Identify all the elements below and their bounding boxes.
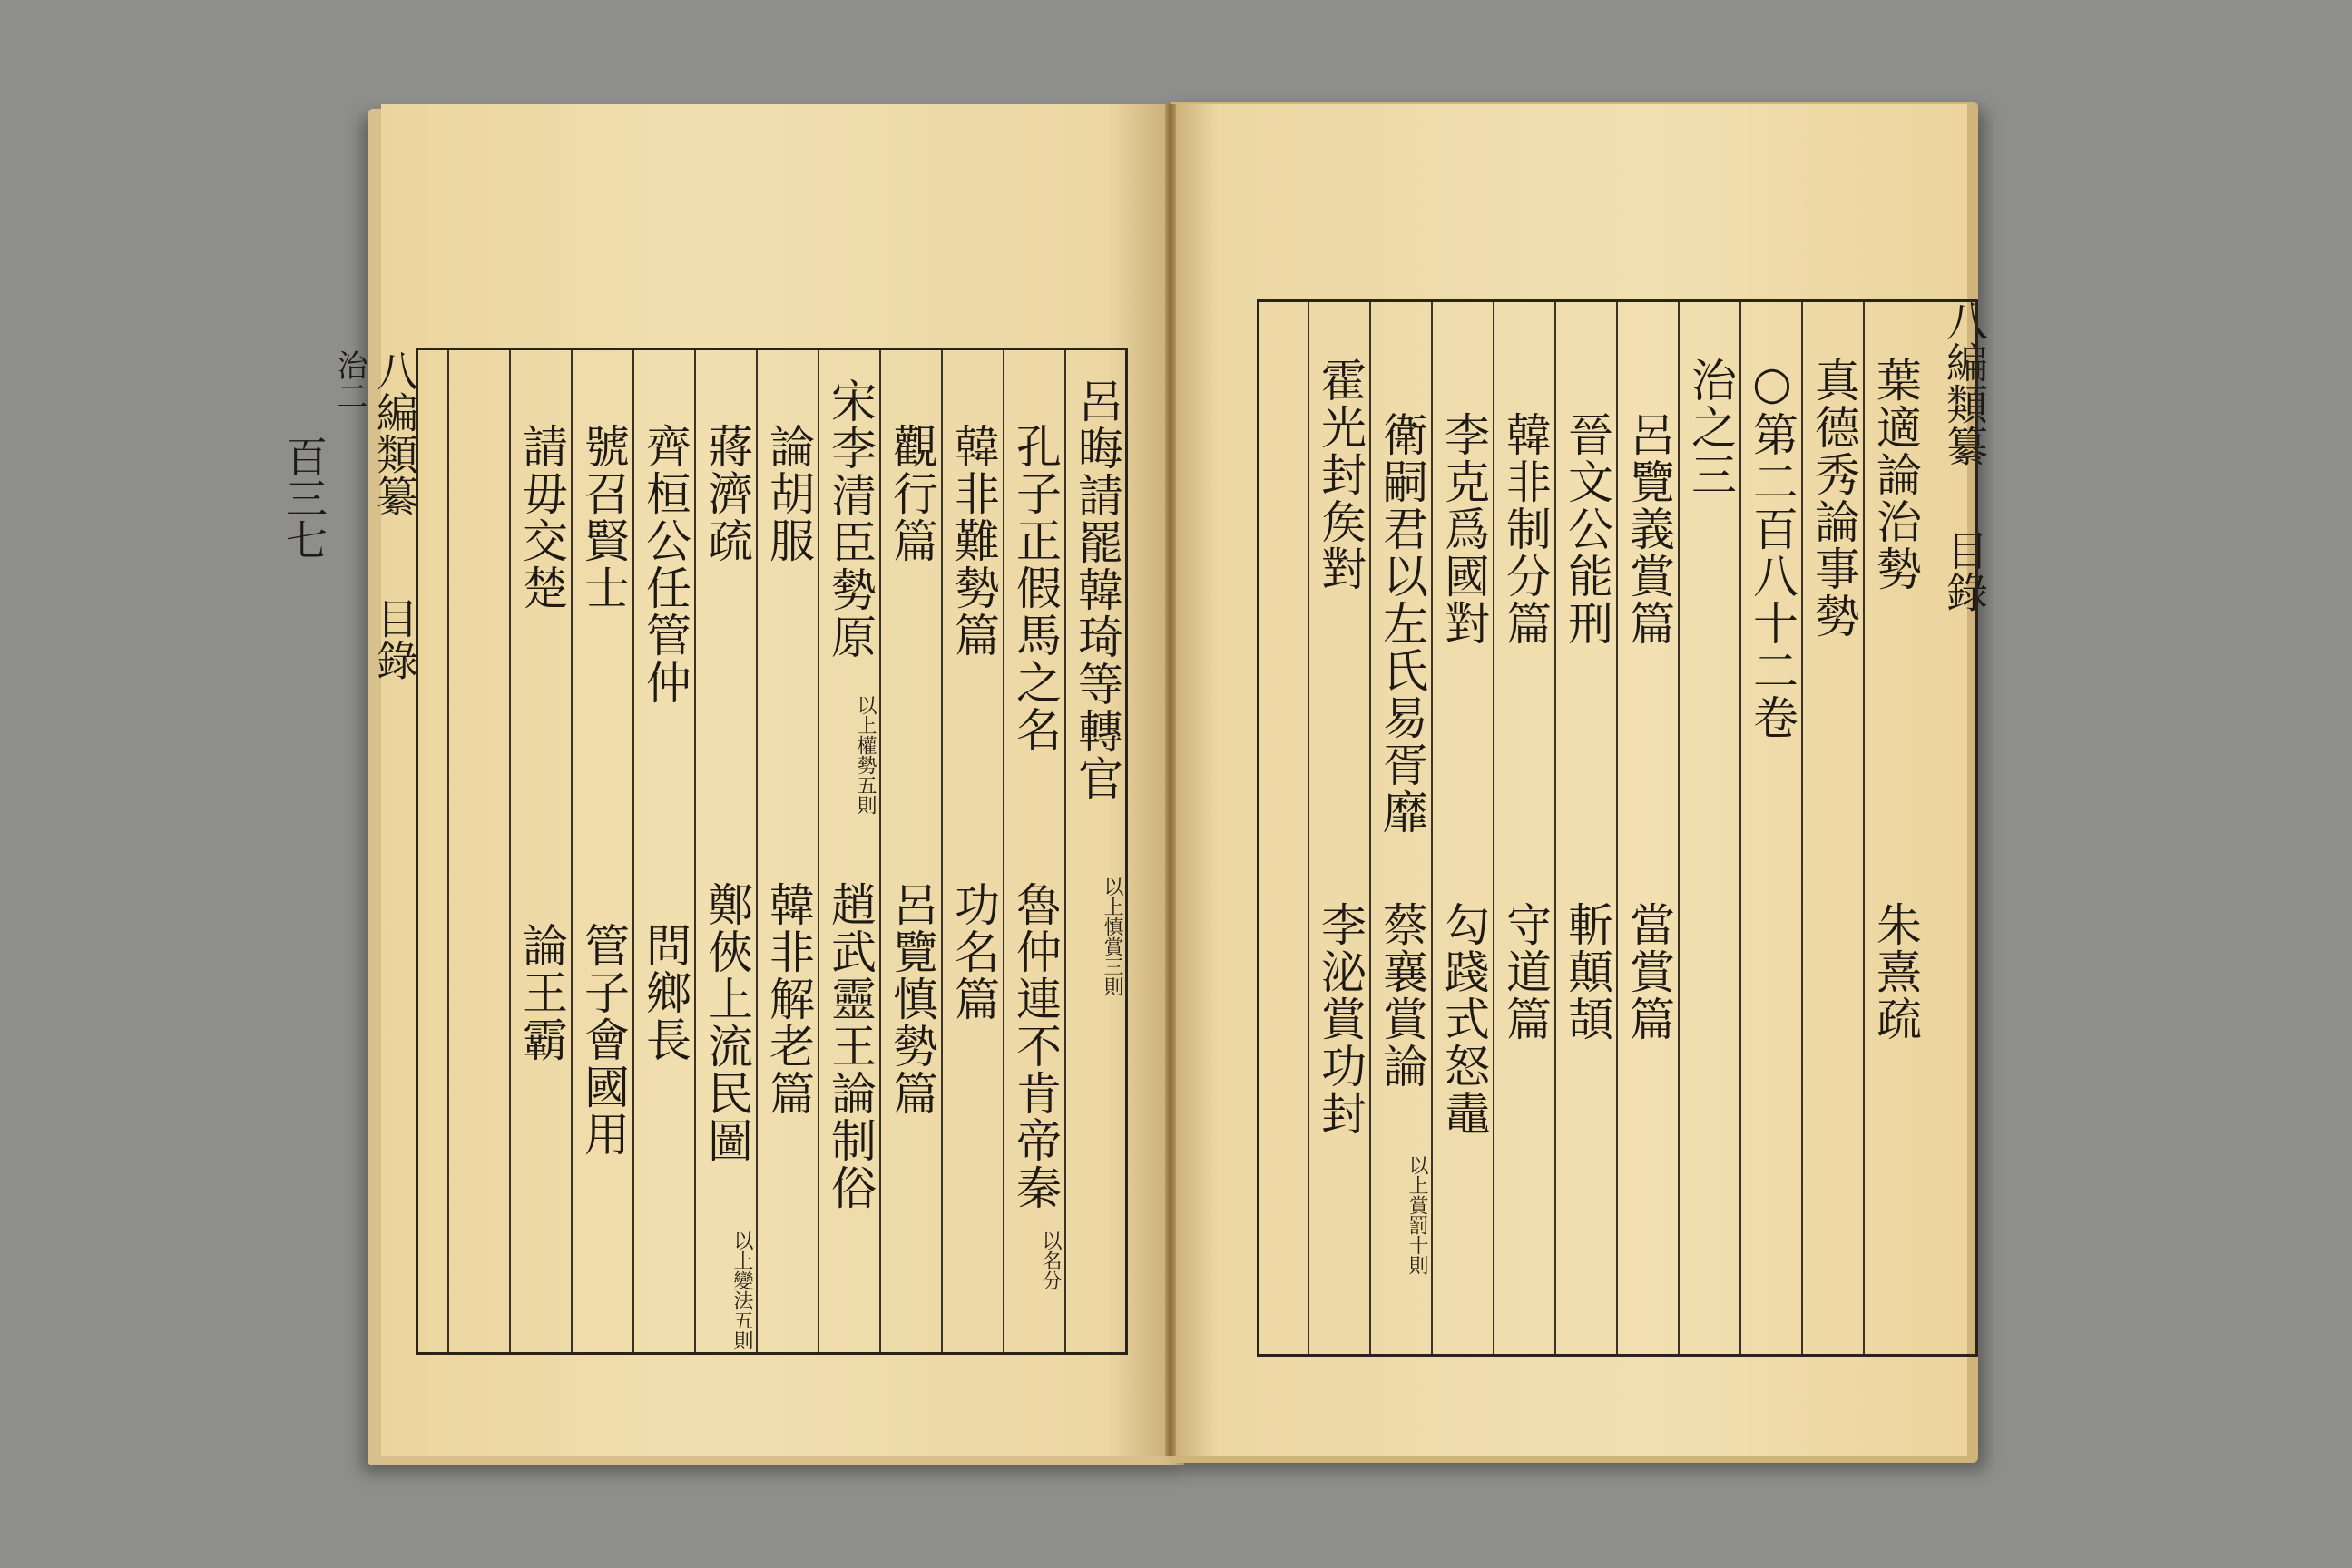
left-col-4	[879, 350, 941, 1352]
left-gutter-sub: 治二	[331, 349, 368, 411]
right-col-9-bottom: 蔡襄賞論	[1376, 901, 1428, 1090]
right-col-8-top: 李克爲國對	[1437, 411, 1490, 647]
left-col-9-bottom: 管子會國用	[577, 922, 630, 1158]
right-col-8	[1431, 302, 1493, 1354]
left-col-8	[632, 350, 694, 1352]
left-col-3-bottom: 功名篇	[947, 881, 1000, 1023]
left-col-5-bottom: 趙武靈王論制俗	[824, 881, 877, 1211]
right-col-4	[1678, 302, 1740, 1354]
left-gutter-page: 百三七	[279, 435, 328, 561]
right-col-9	[1369, 302, 1431, 1354]
right-col-6-bottom: 斬顛頡	[1561, 901, 1613, 1043]
right-col-6-top: 晉文公能刑	[1561, 411, 1613, 647]
left-col-empty	[447, 350, 509, 1352]
left-col-6-top: 論胡服	[762, 423, 815, 564]
right-col-5-top: 呂覽義賞篇	[1622, 411, 1675, 647]
left-col-7	[694, 350, 756, 1352]
left-gutter-section: 目錄	[370, 597, 419, 681]
book-gutter	[1165, 104, 1176, 1456]
left-col-6-bottom: 韓非解老篇	[762, 881, 815, 1117]
left-col-5	[818, 350, 879, 1352]
right-col-10-top: 霍光封矦對	[1314, 357, 1367, 593]
left-col-7-note: 以上變法五則	[730, 1230, 753, 1350]
right-col-8-bottom: 勾踐式怒鼃	[1437, 901, 1490, 1137]
right-col-10	[1308, 302, 1369, 1354]
right-col-4-top: 治之三	[1684, 357, 1737, 498]
left-col-7-bottom: 鄭俠上流民圖	[701, 881, 753, 1164]
right-col-7-top: 韓非制分篇	[1499, 411, 1552, 647]
left-col-2-top: 孔子正假馬之名	[1009, 423, 1062, 753]
right-col-5-bottom: 當賞篇	[1622, 901, 1675, 1043]
left-col-10-top: 請毋交楚	[515, 423, 568, 612]
right-text-frame	[1257, 299, 1978, 1357]
right-col-1-bottom: 朱熹疏	[1869, 901, 1922, 1043]
left-col-9	[571, 350, 632, 1352]
right-col-9-top: 衛嗣君以左氏易胥靡	[1376, 411, 1428, 836]
left-col-2-bottom: 魯仲連不肯帝秦	[1009, 881, 1062, 1211]
left-col-10	[509, 350, 571, 1352]
right-gutter-title: 八編類纂	[1940, 299, 1989, 466]
left-col-4-top: 觀行篇	[886, 423, 938, 564]
right-col-7	[1493, 302, 1554, 1354]
right-col-2-top: 真德秀論事勢	[1808, 357, 1860, 640]
left-col-7-top: 蔣濟疏	[701, 423, 753, 564]
right-col-1-top: 葉適論治勢	[1869, 357, 1922, 593]
left-gutter-labels	[279, 349, 419, 681]
right-col-2	[1801, 302, 1863, 1354]
left-col-1-top: 呂晦請罷韓琦等轉官	[1071, 377, 1123, 802]
left-col-5-top: 宋李清臣勢原	[824, 377, 877, 661]
left-col-2-note: 以名分	[1039, 1230, 1062, 1290]
left-col-9-top: 號召賢士	[577, 423, 630, 612]
right-col-3	[1740, 302, 1801, 1354]
right-gutter-section: 目錄	[1940, 529, 1989, 613]
right-col-7-bottom: 守道篇	[1499, 901, 1552, 1043]
right-col-1	[1863, 302, 1925, 1354]
left-col-5-note: 以上權勢五則	[854, 695, 877, 815]
left-text-frame	[416, 348, 1128, 1355]
right-col-5	[1616, 302, 1678, 1354]
right-col-3-top: ○第二百八十二卷	[1746, 357, 1798, 741]
left-col-8-top: 齊桓公任管仲	[639, 423, 691, 706]
right-col-10-bottom: 李泌賞功封	[1314, 901, 1367, 1137]
left-col-2	[1003, 350, 1064, 1352]
left-col-3	[941, 350, 1003, 1352]
left-col-1-note: 以上慎賞三則	[1101, 877, 1123, 996]
left-col-1	[1064, 350, 1126, 1352]
right-col-9-note: 以上賞罰十則	[1406, 1155, 1428, 1275]
left-gutter-title: 八編類纂	[370, 349, 419, 516]
left-col-8-bottom: 問鄉長	[639, 922, 691, 1063]
left-col-3-top: 韓非難勢篇	[947, 423, 1000, 659]
right-col-6	[1554, 302, 1616, 1354]
left-col-6	[756, 350, 818, 1352]
left-col-4-bottom: 呂覽慎勢篇	[886, 881, 938, 1117]
left-col-10-bottom: 論王霸	[515, 922, 568, 1063]
